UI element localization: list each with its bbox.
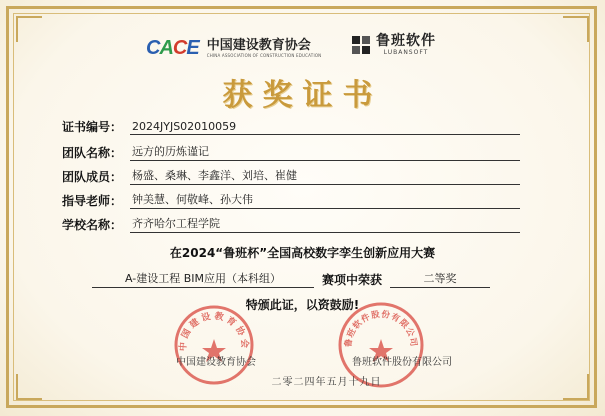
award-line xyxy=(92,270,490,288)
field-certificate-number xyxy=(62,117,520,135)
field-label: 团队成员： xyxy=(62,170,123,184)
field-label: 学校名称： xyxy=(62,218,123,232)
svg-text:中国建设教育协会: 中国建设教育协会 xyxy=(178,311,250,352)
issuer-lubansoft: 鲁班软件股份有限公司 xyxy=(352,357,452,368)
competition-line: 在2024“鲁班杯”全国高校数字孪生创新应用大赛 xyxy=(169,246,436,260)
field-school-name xyxy=(62,215,520,233)
award-connector: 赛项中荣获 xyxy=(322,273,383,287)
field-advisors xyxy=(62,191,520,209)
cace-logo xyxy=(146,36,321,60)
corner-ornament xyxy=(16,16,42,42)
field-value: 杨盛、桑琳、李鑫洋、刘培、崔健 xyxy=(130,167,520,185)
field-team-name xyxy=(62,143,520,161)
award-track: A-建设工程 BIM应用（本科组） xyxy=(92,270,314,288)
certificate-title: 获奖证书 xyxy=(222,78,383,113)
field-value: 钟美慧、何敬峰、孙大伟 xyxy=(130,191,520,209)
cace-wordmark: CACE xyxy=(146,36,199,59)
lubansoft-mark-icon xyxy=(350,34,372,56)
cace-name-en: CHINA ASSOCIATION OF CONSTRUCTION EDUCATION xyxy=(206,52,322,58)
field-label: 证书编号： xyxy=(62,120,123,134)
lubansoft-name-cn: 鲁班软件 xyxy=(376,33,436,49)
cace-name-cn: 中国建设教育协会 xyxy=(206,37,311,53)
encouragement-line: 特颁此证，以资鼓励! xyxy=(245,298,360,312)
field-value: 2024JYJS02010059 xyxy=(130,120,520,135)
cace-name xyxy=(207,39,322,58)
lubansoft-name-en: LUBANSOFT xyxy=(383,49,429,56)
field-label: 团队名称： xyxy=(62,146,123,160)
issuer-cace: 中国建设教育协会 xyxy=(176,357,256,368)
field-label: 指导老师： xyxy=(62,194,123,208)
field-team-members xyxy=(62,167,520,185)
corner-ornament xyxy=(563,16,589,42)
lubansoft-name xyxy=(376,34,436,56)
lubansoft-logo xyxy=(350,34,436,56)
field-value: 远方的历炼谨记 xyxy=(130,143,520,161)
svg-text:鲁班软件股份有限公司: 鲁班软件股份有限公司 xyxy=(343,309,419,348)
issue-date: 二零二四年五月十九日 xyxy=(271,377,382,388)
field-value: 齐齐哈尔工程学院 xyxy=(130,215,520,233)
award-prize: 二等奖 xyxy=(390,270,490,288)
